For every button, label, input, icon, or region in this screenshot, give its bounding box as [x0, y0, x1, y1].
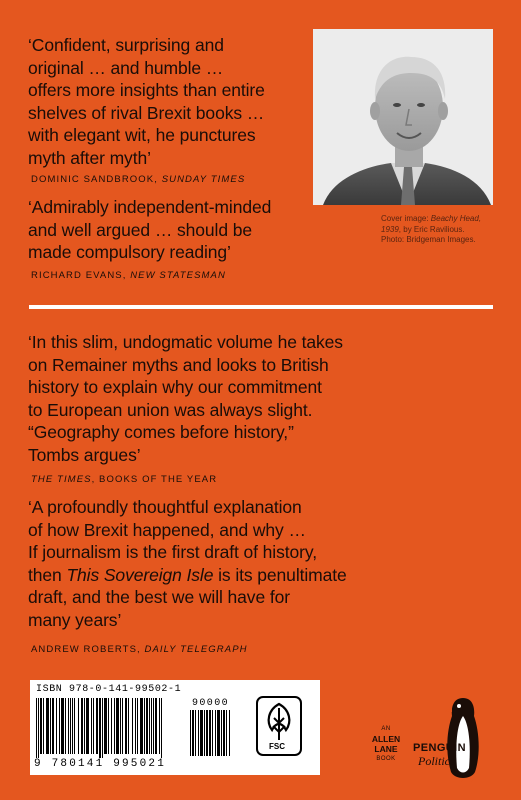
quote-line: myth after myth’ [28, 147, 151, 168]
barcode-bar [56, 698, 57, 754]
quote-line: with elegant wit, he punctures [28, 125, 256, 145]
barcode-bar [195, 710, 196, 756]
attribution-publication: THE TIMES [31, 474, 92, 485]
attribution-publication: DAILY TELEGRAPH [144, 644, 248, 655]
fsc-label: FSC [269, 742, 285, 751]
attribution-evans [31, 270, 226, 281]
barcode-bar [204, 710, 205, 756]
imprint-text: BOOK [376, 756, 396, 762]
attribution-name: RICHARD EVANS, [31, 270, 131, 281]
attribution-sandbrook [31, 174, 245, 185]
cover-image-caption [381, 214, 481, 246]
barcode-bar [153, 698, 154, 754]
barcode-bar [192, 710, 194, 756]
barcode-bar [190, 710, 191, 756]
book-title: This Sovereign Isle [66, 564, 214, 585]
section-divider [29, 305, 493, 309]
imprint-text: AN [381, 726, 391, 732]
barcode-bar [146, 698, 148, 754]
quote-line: history to explain why our commitment [28, 377, 322, 397]
barcode-bar [50, 698, 51, 754]
barcode-bar [96, 698, 98, 754]
isbn-label: ISBN 978-0-141-99502-1 [36, 684, 182, 695]
barcode-bar [128, 698, 129, 754]
barcode-bar [151, 698, 152, 754]
caption-artwork-title: Beachy Head, [430, 214, 482, 223]
barcode-bar [135, 698, 136, 754]
imprint-text: LANE [374, 744, 398, 754]
attribution-roberts [31, 644, 248, 655]
caption-text: Cover image: [381, 214, 431, 223]
barcode-bar [221, 710, 222, 756]
quote-line: ‘Confident, surprising and [28, 35, 224, 55]
quote-line: “Geography comes before history,” [28, 422, 294, 442]
barcode-bar [144, 698, 145, 754]
barcode-bar [99, 698, 101, 758]
author-photo [313, 29, 493, 205]
barcode-bar [161, 698, 162, 758]
barcode-bar [84, 698, 85, 754]
barcode-bar [217, 710, 220, 756]
barcode-bar [74, 698, 75, 754]
barcode-bar [229, 710, 230, 756]
penguin-wordmark: PENGUIN [413, 742, 466, 754]
quote-evans [28, 196, 271, 264]
quote-line: on Remainer myths and looks to British [28, 354, 329, 375]
barcode-bar [93, 698, 94, 754]
barcode-bar [46, 698, 49, 754]
quote-line: offers more insights than entire [28, 80, 265, 100]
barcode-bar [91, 698, 92, 754]
caption-artwork-year: 1939 [381, 224, 399, 234]
barcode-bar [122, 698, 123, 754]
barcode-bar [155, 698, 157, 754]
barcode-bar [38, 698, 39, 758]
barcode-bar [132, 698, 133, 754]
caption-credit: Photo: Bridgeman Images. [381, 235, 476, 244]
barcode-bar [36, 698, 37, 758]
barcode-bar [65, 698, 66, 754]
barcode-bar [212, 710, 213, 756]
barcode-bar [68, 698, 69, 754]
barcode-bar [114, 698, 115, 754]
allen-lane-imprint [368, 724, 404, 764]
quote-line: original … and humble … [28, 57, 224, 78]
quote-fragment: then [28, 564, 67, 585]
barcode-bar [159, 698, 160, 754]
barcode [36, 698, 184, 758]
quote-line: and well argued … should be [28, 219, 252, 240]
quote-line: made compulsory reading’ [28, 242, 231, 262]
barcode-bar [137, 698, 138, 754]
barcode-bar [125, 698, 127, 754]
barcode-bar [200, 710, 203, 756]
quote-line: Tombs argues’ [28, 444, 141, 465]
quote-line: of how Brexit happened, and why … [28, 519, 306, 540]
barcode-bar [78, 698, 79, 754]
barcode-bar [59, 698, 60, 754]
barcode-bar [102, 698, 103, 758]
barcode-bar [226, 710, 227, 756]
barcode-bar [209, 710, 211, 756]
barcode-addon-number: 90000 [192, 698, 230, 709]
barcode-bar [108, 698, 109, 754]
barcode-bar [198, 710, 199, 756]
barcode-addon [190, 710, 246, 756]
barcode-bar [70, 698, 71, 754]
imprint-text: ALLEN [371, 734, 401, 744]
barcode-bar [40, 698, 42, 754]
barcode-bar [223, 710, 225, 756]
quote-fragment: is its penultimate [213, 564, 347, 585]
quote-the-times [28, 331, 343, 466]
barcode-bar [104, 698, 107, 754]
barcode-bar [140, 698, 143, 754]
quote-line [28, 564, 347, 587]
attribution-publication: SUNDAY TIMES [161, 174, 246, 185]
quote-roberts [28, 496, 347, 631]
attribution-the-times [31, 474, 217, 485]
barcode-bar [111, 698, 112, 754]
barcode-bar [72, 698, 73, 754]
barcode-bar [61, 698, 64, 754]
attribution-name: , BOOKS OF THE YEAR [91, 474, 218, 485]
attribution-name: DOMINIC SANDBROOK, [31, 174, 162, 185]
penguin-logo-icon [443, 694, 483, 784]
barcode-bar [215, 710, 216, 756]
quote-line: ‘A profoundly thoughtful explanation [28, 497, 302, 517]
politics-series-label: Politics [418, 754, 455, 768]
barcode-number: 9 780141 995021 [34, 758, 167, 770]
barcode-bar [149, 698, 150, 754]
caption-text: , by Eric Ravilious. [398, 224, 465, 234]
barcode-bar [120, 698, 121, 754]
quote-line: draft, and the best we will have for [28, 587, 290, 607]
barcode-bar [86, 698, 89, 754]
barcode-bar [52, 698, 54, 754]
quote-line: If journalism is the first draft of history, [28, 542, 317, 562]
attribution-name: ANDREW ROBERTS, [31, 644, 145, 655]
quote-line: many years’ [28, 609, 122, 630]
quote-line: ‘Admirably independent-minded [28, 197, 272, 217]
quote-line: to European union was always slight. [28, 399, 313, 420]
barcode-bar [43, 698, 44, 754]
quote-line: ‘In this slim, undogmatic volume he takes [28, 332, 343, 352]
author-portrait-illustration [313, 29, 493, 205]
barcode-panel [30, 680, 320, 775]
barcode-bar [81, 698, 83, 754]
quote-sandbrook [28, 34, 265, 169]
attribution-publication: NEW STATESMAN [130, 270, 226, 281]
barcode-bar [116, 698, 119, 754]
barcode-bar [206, 710, 208, 756]
quote-line: shelves of rival Brexit books … [28, 102, 265, 123]
